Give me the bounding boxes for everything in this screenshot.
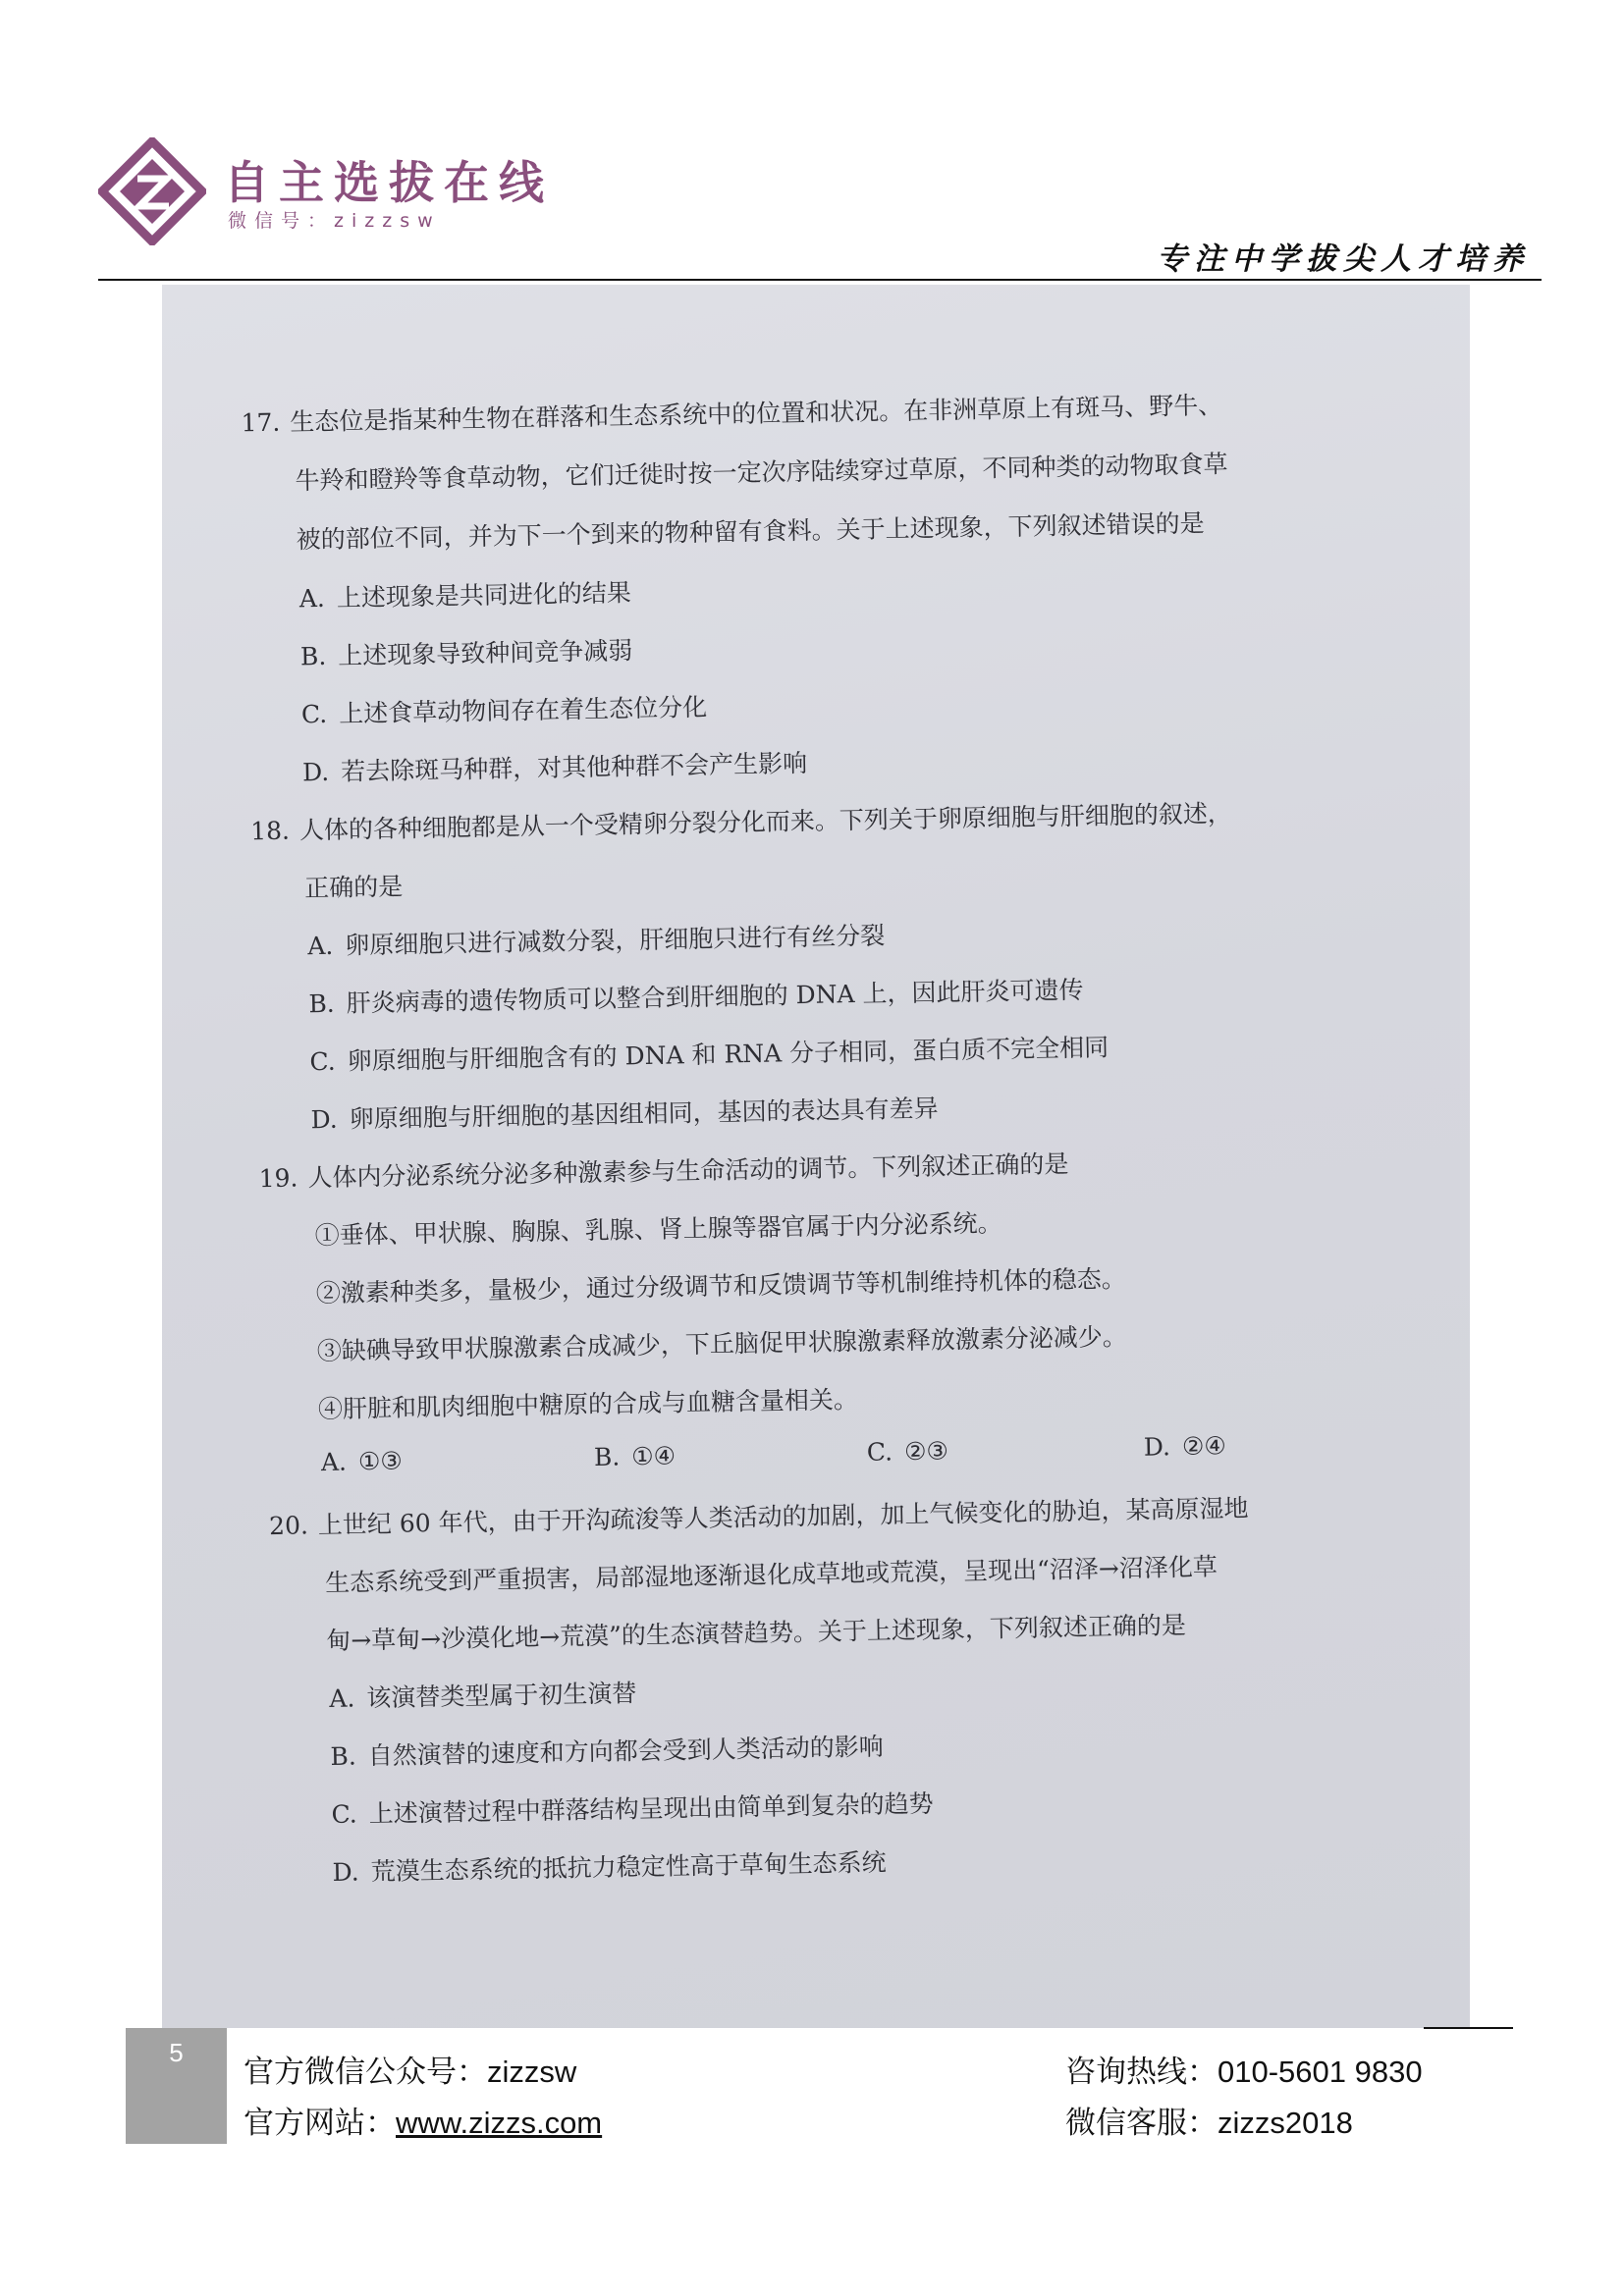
option-b: B. 肝炎病毒的遗传物质可以整合到肝细胞的 DNA 上，因此肝炎可遗传 [308, 975, 1084, 1019]
option-d: D. ②④ [1143, 1431, 1227, 1462]
option-c: C. 上述食草动物间存在着生态位分化 [300, 692, 708, 729]
footer-hotline: 咨询热线：010-5601 9830 [1065, 2055, 1423, 2089]
option-b: B. ①④ [593, 1441, 677, 1472]
question-text-line: 正确的是 [303, 872, 404, 903]
logo-z-diamond-icon [98, 137, 206, 245]
question-number: 20. [268, 1511, 309, 1541]
option-b: B. 上述现象导致种间竞争减弱 [299, 636, 633, 671]
footer-wechat-official: 官方微信公众号：zizzsw [244, 2055, 577, 2089]
option-c: C. 上述演替过程中群落结构呈现出由简单到复杂的趋势 [331, 1789, 934, 1829]
footer-divider [1424, 2027, 1513, 2029]
option-a: A. 上述现象是共同进化的结果 [298, 578, 632, 614]
page-number: 5 [169, 2038, 184, 2067]
option-a: A. 该演替类型属于初生演替 [329, 1679, 637, 1713]
option-a: A. ①③ [320, 1446, 404, 1477]
question-text-line: 牛羚和瞪羚等食草动物，它们迁徙时按一定次序陆续穿过草原，不同种类的动物取食草 [295, 450, 1228, 496]
question-text-line: 甸→草甸→沙漠化地→荒漠”的生态演替趋势。关于上述现象，下列叙述正确的是 [326, 1611, 1187, 1656]
question-17 [162, 285, 1470, 787]
question-number: 18. [249, 816, 291, 846]
question-text-line: 生态位是指某种生物在群落和生态系统中的位置和状况。在非洲草原上有斑马、野牛、 [290, 391, 1223, 437]
option-c: C. ②③ [866, 1436, 949, 1467]
exam-page-photo [162, 285, 1470, 2028]
logo-title: 自主选拔在线 [224, 156, 554, 209]
option-row [321, 1431, 1226, 1476]
question-text-line: 人体内分泌系统分泌多种激素参与生命活动的调节。下列叙述正确的是 [307, 1149, 1069, 1193]
option-d: D. 荒漠生态系统的抵抗力稳定性高于草甸生态系统 [332, 1847, 887, 1887]
question-number: 19. [258, 1163, 298, 1194]
option-b: B. 自然演替的速度和方向都会受到人类活动的影响 [330, 1732, 884, 1771]
statement-1: ①垂体、甲状腺、胸腺、乳腺、肾上腺等器官属于内分泌系统。 [314, 1208, 1002, 1251]
footer-wechat-service: 微信客服：zizzs2018 [1065, 2106, 1353, 2140]
statement-2: ②激素种类多，量极少，通过分级调节和反馈调节等机制维持机体的稳态。 [315, 1264, 1126, 1308]
header-divider [98, 279, 1542, 281]
option-c: C. 卵原细胞与肝细胞含有的 DNA 和 RNA 分子相同，蛋白质不完全相同 [309, 1033, 1110, 1077]
statement-4: ④肝脏和肌肉细胞中糖原的合成与血糖含量相关。 [317, 1385, 859, 1424]
option-a: A. 卵原细胞只进行减数分裂，肝细胞只进行有丝分裂 [307, 921, 886, 961]
question-text-line: 人体的各种细胞都是从一个受精卵分裂分化而来。下列关于卵原细胞与肝细胞的叙述， [298, 799, 1233, 845]
question-number: 17. [241, 407, 281, 438]
statement-3: ③缺碘导致甲状腺激素合成减少，下丘脑促甲状腺激素释放激素分泌减少。 [316, 1322, 1128, 1366]
footer-website: 官方网站：www.zizzs.com [244, 2106, 603, 2140]
option-d: D. 若去除斑马种群，对其他种群不会产生影响 [301, 748, 808, 787]
website-link[interactable]: www.zizzs.com [396, 2106, 603, 2140]
exam-page-content [162, 285, 1470, 2028]
option-d: D. 卵原细胞与肝细胞的基因组相同，基因的表达具有差异 [310, 1094, 939, 1135]
logo-subtitle: 微信号：zizzsw [228, 210, 441, 232]
question-text-line: 上世纪 60 年代，由于开沟疏浚等人类活动的加剧，加上气候变化的胁迫，某高原湿地 [317, 1493, 1249, 1540]
question-text-line: 生态系统受到严重损害，局部湿地逐渐退化成草地或荒漠，呈现出“沼泽→沼泽化草 [324, 1552, 1218, 1598]
question-text-line: 被的部位不同，并为下一个到来的物种留有食料。关于上述现象，下列叙述错误的是 [296, 508, 1205, 555]
header-slogan: 专注中学拔尖人才培养 [1157, 241, 1530, 277]
